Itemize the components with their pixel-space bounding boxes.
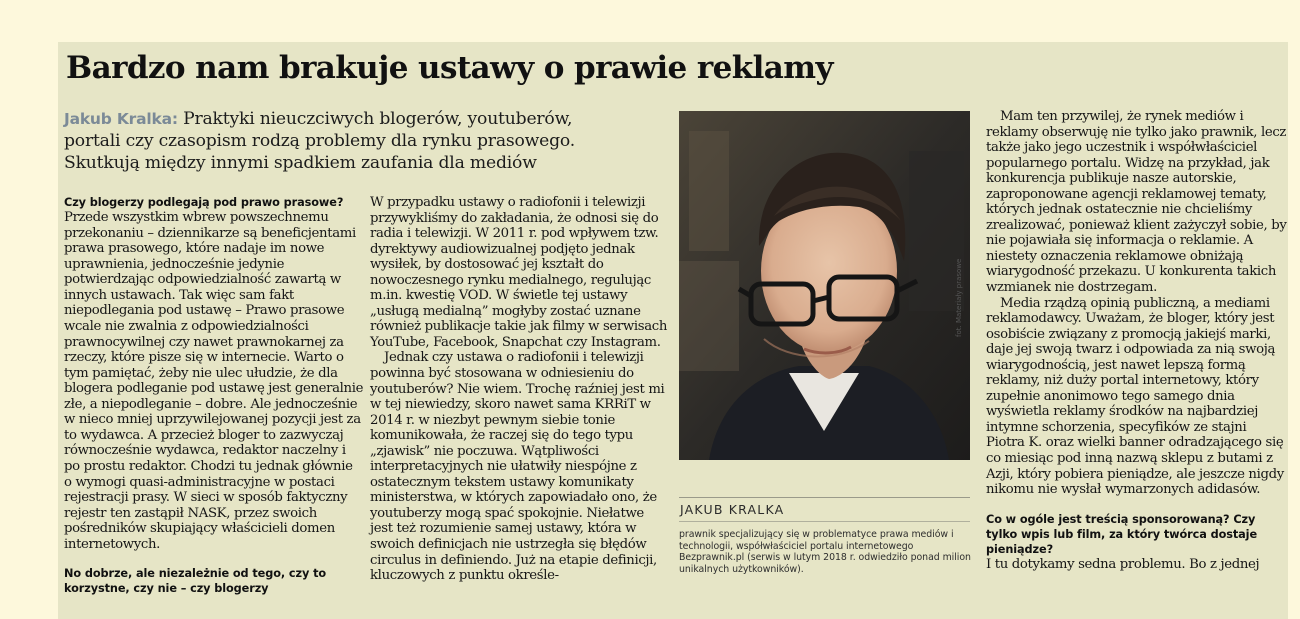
lead-author: Jakub Kralka:	[64, 110, 178, 128]
photo-credit: fot. Materiały prasowe	[955, 258, 963, 337]
paragraph: W przypadku ustawy o radiofonii i telewizji przywykliśmy do zakładania, że odnosi się do radia i telewizji. W 2011 r. pod wpływem tzw. dyrektywy audiowizualnej podjęto jednak wysiłek, by dostosować jej kształt do nowoczesnego rynku medialnego, regulując m.in. kwestię VOD. W świetle tej ustawy „usługą medialną” mogłyby zostać uznane również publikacje takie jak filmy w serwisach YouTube, Facebook, Snapchat czy Instagram.	[370, 195, 668, 350]
text-column-2	[370, 195, 670, 584]
text-column-3	[986, 109, 1288, 573]
interview-question: Czy blogerzy podlegają pod prawo prasowe?	[64, 196, 344, 209]
caption-divider	[679, 521, 970, 522]
interview-question: Co w ogóle jest treścią sponsorowaną? Czy tylko wpis lub film, za który twórca dostaje pieniądze?	[986, 512, 1258, 557]
article-headline: Bardzo nam brakuje ustawy o prawie reklamy	[66, 50, 833, 86]
caption-divider	[679, 497, 970, 498]
interview-question: No dobrze, ale niezależnie od tego, czy to korzystne, czy nie – czy blogerzy	[64, 567, 327, 596]
caption-text: prawnik specjalizujący się w problematyce prawa mediów i technologii, współwłaściciel portalu internetowego Bezprawnik.pl (serwis w lutym 2018 r. odwiedziło ponad milion unikalnych użytkowników).	[679, 529, 971, 575]
paragraph: Mam ten przywilej, że rynek mediów i reklamy obserwuję nie tylko jako prawnik, lecz także jako jego uczestnik i współwłaściciel popularnego portalu. Widzę na przykład, jak konkurencja publikuje nasze autorskie, zaproponowane agencji reklamowej tematy, których jednak ostatecznie nie chcieliśmy zrealizować, ponieważ klient zażyczył sobie, by nie pojawiała się informacja o reklamie. A niestety oznaczenia reklamowe obniżają wiarygodność przekazu. U konkurenta takich wzmianek nie dostrzegam.	[986, 109, 1287, 296]
paragraph: Jednak czy ustawa o radiofonii i telewizji powinna być stosowana w odniesieniu do youtuberów? Nie wiem. Trochę raźniej jest mi w tej niewiedzy, skoro nawet sama KRRiT w 2014 r. w niezbyt pewnym siebie tonie komunikowała, że raczej się do tego typu „zjawisk” nie poczuwa. Wątpliwości interpretacyjnych nie ułatwiły niespójne z ostatecznym tekstem ustawy komunikaty ministerstwa, w których zapowiadało ono, że youtuberzy mogą spać spokojnie. Niełatwe jest też rozumienie samej ustawy, która w swoich definicjach nie ustrzegła się błędów circulus in definiendo. Już na etapie definicji, kluczowych z punktu określe-	[370, 350, 665, 584]
article-lead	[64, 108, 624, 174]
portrait-illustration	[679, 111, 970, 460]
lead-text: Praktyki nieuczciwych blogerów, youtuberów, portali czy czasopism rodzą problemy dla rynku prasowego. Skutkują między innymi spadkiem zaufania dla mediów	[64, 109, 576, 173]
text-column-1	[64, 195, 364, 597]
caption-name: JAKUB KRALKA	[680, 502, 785, 517]
paragraph: Media rządzą opinią publiczną, a mediami reklamodawcy. Uważam, że bloger, który jest osobiście związany z promocją jakiejś marki, daje jej swoją twarz i odpowiada za nią swoją wiarygodnością, jest nawet lepszą formą reklamy, niż duży portal internetowy, który zupełnie anonimowo tego samego dnia wyświetla reklamy środków na najbardziej intymne schorzenia, specyfików ze stajni Piotra K. oraz wielki banner odradzającego się co miesiąc pod inną nazwą sklepu z butami z Azji, który pobiera pieniądze, ale jeszcze nigdy nikomu nie wysłał wymarzonych adidasów.	[986, 295, 1284, 498]
paragraph: Przede wszystkim wbrew powszechnemu przekonaniu – dziennikarze są beneficjentami prawa prasowego, które nadaje im nowe uprawnienia, jednocześnie jedynie potwierdzając odpowiedzialność zawartą w innych ustawach. Tak więc sam fakt niepodlegania pod ustawę – Prawo prasowe wcale nie zwalnia z odpowiedzialności prawnocywilnej czy nawet prawnokarnej za rzeczy, które pisze się w internecie. Warto o tym pamiętać, żeby nie ulec ułudzie, że dla blogera podleganie pod ustawę jest generalnie złe, a niepodleganie – dobre. Ale jednocześnie w nieco mniej uprzywilejowanej pozycji jest za to wydawca. A przecież bloger to zazwyczaj równocześnie wydawca, redaktor naczelny i po prostu redaktor. Chodzi tu jednak głównie o wymogi quasi-administracyjne w postaci rejestracji prasy. W sieci w sposób faktyczny rejestr ten zastąpił NASK, przez swoich pośredników skupiający właścicieli domen internetowych.	[64, 210, 364, 552]
paragraph: I tu dotykamy sedna problemu. Bo z jednej	[986, 557, 1260, 573]
author-portrait-photo	[679, 111, 970, 460]
article-page	[58, 42, 1288, 619]
